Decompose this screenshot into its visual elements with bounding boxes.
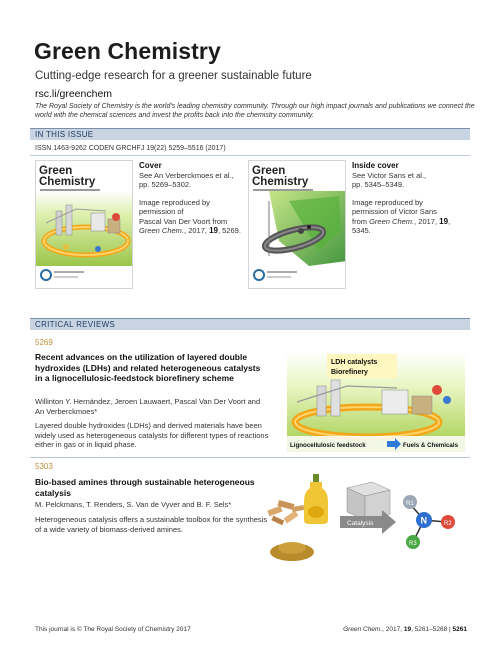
amine-structure-icon xyxy=(403,495,455,549)
article-description: Heterogeneous catalysis offers a sustainable toolbox for the synthesis of a wide variety of biomass-derived amines. xyxy=(35,515,268,534)
divider xyxy=(30,155,470,156)
cover-caption: Cover See An Verberckmoes et al., pp. 5269–5302. Image reproduced by permission of Pascal Van Der Voort from Green Chem., 2017, 19, 5269. xyxy=(139,161,241,235)
issn-line: ISSN 1463-9262 CODEN GRCHFJ 19(22) 5259–5516 (2017) xyxy=(35,145,226,152)
reactor-column xyxy=(317,386,326,416)
inside-cover-image[interactable] xyxy=(248,160,346,289)
wood-chips-icon xyxy=(267,500,304,525)
article-description: Layered double hydroxides (LDHs) and derived materials have been widely used as heterogeneous catalysts for different types of reactions either in gas or in liquid phase. xyxy=(35,421,269,449)
divider xyxy=(30,457,470,458)
article-page-number[interactable]: 5303 xyxy=(35,462,53,471)
oil-bottle-icon xyxy=(304,474,328,524)
cover-text-line xyxy=(54,271,84,273)
journal-title: Green Chemistry xyxy=(34,38,221,64)
page-number: 5261 xyxy=(452,626,467,633)
article-page-number[interactable]: 5269 xyxy=(35,338,53,347)
section-heading: IN THIS ISSUE xyxy=(35,130,94,139)
r3-label: R3 xyxy=(409,541,417,547)
cover-masthead: Green Chemistry xyxy=(39,165,96,188)
amines-graphical-abstract xyxy=(262,468,462,568)
footer-citation: Green Chem., 2017, 19, 5261–5268 | 5261 xyxy=(343,626,467,633)
storage-unit xyxy=(412,396,432,414)
r2-label: R2 xyxy=(444,521,452,527)
section-critical-reviews xyxy=(30,318,470,330)
product-sphere xyxy=(432,385,442,395)
cover-text-line xyxy=(267,276,291,278)
cover-text-line xyxy=(267,271,297,273)
catalysis-label: Catalysis xyxy=(347,520,374,527)
product-sphere xyxy=(443,396,451,404)
cover-masthead: Green Chemistry xyxy=(252,165,309,188)
cover-tagline-line xyxy=(253,189,313,191)
abstract-label-ldh: LDH catalysts xyxy=(331,359,378,366)
inside-cover-caption: Inside cover See Victor Sans et al., pp. 5345–5349. Image reproduced by permission of Victor Sans from Green Chem., 2017, 19, 5345. xyxy=(352,161,451,235)
abstract-label-biorefinery: Biorefinery xyxy=(331,369,368,376)
rsc-logo-icon xyxy=(40,269,52,281)
journal-tagline: Cutting-edge research for a greener sustainable future xyxy=(35,70,312,82)
article-title[interactable]: Bio-based amines through sustainable heterogeneous catalysis xyxy=(35,477,255,498)
rsc-about-text: The Royal Society of Chemistry is the world's leading chemistry community. Through our high impact journals and publications we connect the world with the chemical sciences and invest the profits back into the chemistry community. xyxy=(35,103,475,119)
footer-copyright: This journal is © The Royal Society of Chemistry 2017 xyxy=(35,626,191,633)
section-heading: CRITICAL REVIEWS xyxy=(35,320,116,329)
sugar-pile-icon xyxy=(270,542,314,561)
article-title[interactable]: Recent advances on the utilization of layered double hydroxides (LDHs) and related heterogeneous catalysts in a lignocellulosic-feedstock biorefinery scheme xyxy=(35,352,261,383)
rsc-logo-icon xyxy=(253,269,265,281)
reactor-tank xyxy=(382,390,408,414)
r1-label: R1 xyxy=(406,501,414,507)
abstract-label-feedstock: Lignocellulosic feedstock xyxy=(290,442,366,449)
article-authors: Willinton Y. Hernández, Jeroen Lauwaert, Pascal Van Der Voort and An Verberckmoes* xyxy=(35,397,261,416)
cover-text-line xyxy=(54,276,78,278)
cover-tagline-line xyxy=(40,189,100,191)
article-authors: M. Pelckmans, T. Renders, S. Van de Vyver and B. F. Sels* xyxy=(35,500,232,509)
cover-image[interactable] xyxy=(35,160,133,289)
ldh-graphical-abstract xyxy=(287,350,465,452)
reactor-column xyxy=(331,380,340,416)
abstract-label-products: Fuels & Chemicals xyxy=(403,442,459,449)
nitrogen-label: N xyxy=(420,515,427,526)
section-in-this-issue xyxy=(30,128,470,140)
journal-url[interactable]: rsc.li/greenchem xyxy=(35,88,113,100)
